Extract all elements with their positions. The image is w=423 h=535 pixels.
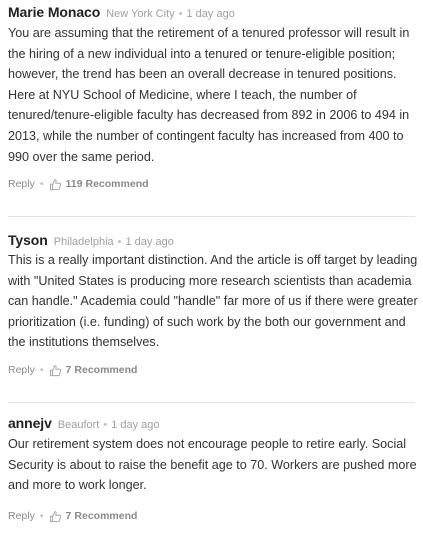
comment-actions xyxy=(8,363,137,377)
meta-separator: • xyxy=(103,419,108,431)
action-separator: • xyxy=(39,510,44,522)
comment-header xyxy=(8,415,160,433)
comment-divider xyxy=(8,216,415,217)
action-separator: • xyxy=(39,178,44,190)
comment-divider xyxy=(8,402,415,403)
comment-actions xyxy=(8,509,137,523)
comment-body: You are assuming that the retirement of a tenured professor will result in the hiring of a new individual into a tenured or tenure-eligible position; however, the trend has been an overall decrease in tenured positions. Here at NYU School of Medicine, where I teach, the number of tenured/tenure-eligible faculty has decreased from 892 in 2006 to 494 in 2013, while the number of contingent faculty has increased from 400 to 990 over the same period. xyxy=(8,26,410,164)
reply-link[interactable]: Reply xyxy=(8,178,35,190)
recommend-button[interactable]: Recommend xyxy=(85,178,149,190)
recommend-button[interactable]: Recommend xyxy=(74,364,138,376)
comment-body: Our retirement system does not encourage people to retire early. Social Security is about to raise the benefit age to 70. Workers are pushed more and more to work longer. xyxy=(8,437,417,493)
comment-author[interactable]: Marie Monaco xyxy=(8,4,101,20)
thumbs-up-icon[interactable] xyxy=(49,178,62,191)
comment-location: Philadelphia xyxy=(53,236,114,248)
thumbs-up-icon[interactable] xyxy=(49,364,62,377)
thumbs-up-icon[interactable] xyxy=(49,510,62,523)
comment-header xyxy=(8,232,174,250)
comment-timestamp[interactable]: 1 day ago xyxy=(186,8,235,20)
reply-link[interactable]: Reply xyxy=(8,364,35,376)
comment-author[interactable]: Tyson xyxy=(8,232,48,248)
comment-location: New York City xyxy=(106,8,175,20)
comment-timestamp[interactable]: 1 day ago xyxy=(125,236,174,248)
recommend-count: 7 xyxy=(65,510,72,522)
recommend-button[interactable]: Recommend xyxy=(74,510,138,522)
comment-timestamp[interactable]: 1 day ago xyxy=(111,419,160,431)
comment-author[interactable]: annejv xyxy=(8,415,52,431)
recommend-count: 7 xyxy=(65,364,72,376)
comment-body: This is a really important distinction. And the article is off target by leading with "United States is producing more research scientists than academia can handle." Academia could "handle" far more of us if there were greater prioritization (i.e. funding) of such work by the both our government and the institutions themselves. xyxy=(8,253,418,350)
reply-link[interactable]: Reply xyxy=(8,510,35,522)
comment-actions xyxy=(8,177,149,191)
meta-separator: • xyxy=(178,8,183,20)
action-separator: • xyxy=(39,364,44,376)
comment-header xyxy=(8,4,235,22)
recommend-count: 119 xyxy=(65,178,83,190)
comment-location: Beaufort xyxy=(57,419,100,431)
meta-separator: • xyxy=(117,236,122,248)
